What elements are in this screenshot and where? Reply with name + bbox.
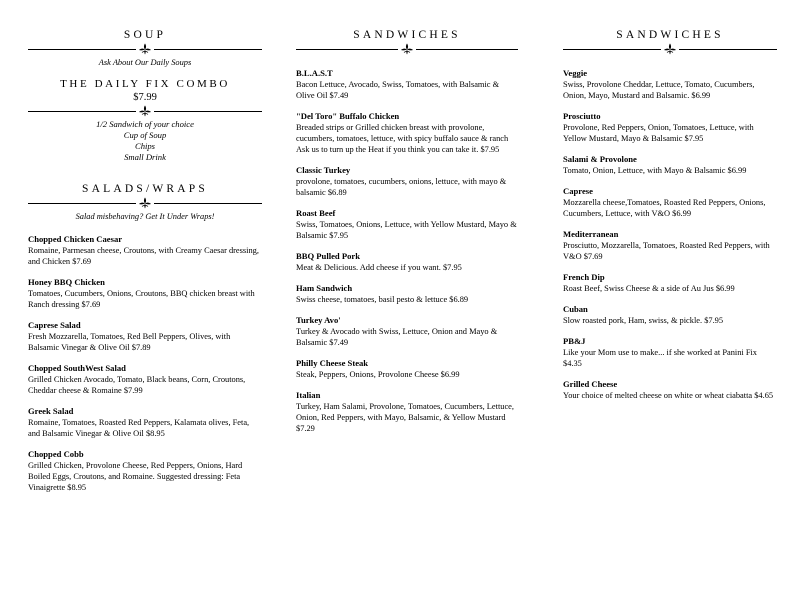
item-description: Roast Beef, Swiss Cheese & a side of Au Jus $6.99 (563, 284, 735, 293)
section-divider (296, 43, 518, 55)
section-divider (28, 197, 262, 209)
menu-item (296, 208, 518, 241)
item-description: Swiss, Tomatoes, Onions, Lettuce, with Yellow Mustard, Mayo & Balsamic $7.95 (296, 220, 517, 240)
item-name: Italian (296, 390, 321, 400)
item-name: Greek Salad (28, 406, 74, 416)
sandwiches-list (563, 68, 777, 401)
column-sandwiches-1 (296, 28, 518, 444)
item-name: Honey BBQ Chicken (28, 277, 105, 287)
item-description: Slow roasted pork, Ham, swiss, & pickle. $7.95 (563, 316, 724, 325)
column-soup-salads (28, 28, 262, 503)
combo-lines (28, 119, 262, 163)
item-name: Mediterranean (563, 229, 619, 239)
item-description: Romaine, Tomatoes, Roasted Red Peppers, Kalamata olives, Feta, and Balsamic Vinegar & Olive Oil $8.95 (28, 418, 250, 438)
item-name: French Dip (563, 272, 605, 282)
sandwiches-list (296, 68, 518, 434)
item-name: "Del Toro" Buffalo Chicken (296, 111, 400, 121)
item-description: Provolone, Red Peppers, Onion, Tomatoes, Lettuce, with Yellow Mustard, Mayo & Balsamic $7.95 (563, 123, 754, 143)
item-name: Chopped Chicken Caesar (28, 234, 123, 244)
column-sandwiches-2 (563, 28, 777, 411)
menu-item (563, 68, 777, 101)
salads-note: Salad misbehaving? Get It Under Wraps! (75, 212, 215, 221)
item-description: Breaded strips or Grilled chicken breast with provolone, cucumbers, tomatoes, lettuce, with spicy buffalo sauce & ranch (296, 123, 509, 143)
item-description: Tomato, Onion, Lettuce, with Mayo & Balsamic $6.99 (563, 166, 747, 175)
item-description: Fresh Mozzarella, Tomatoes, Red Bell Peppers, Olives, with Balsamic Vinegar & Olive Oil $7.89 (28, 332, 231, 352)
combo-price: $7.99 (133, 92, 157, 103)
item-description: Grilled Chicken, Provolone Cheese, Red Peppers, Onions, Hard Boiled Eggs, Croutons, and Romaine. Suggested dressing: Feta Vinaigrette $8.95 (28, 461, 243, 492)
item-name: Salami & Provolone (563, 154, 637, 164)
fleur-ornament-icon (138, 105, 152, 117)
menu-item (296, 315, 518, 348)
item-description: provolone, tomatoes, cucumbers, onions, lettuce, with mayo & balsamic $6.89 (296, 177, 507, 197)
salads-list (28, 234, 262, 493)
menu-item (563, 229, 777, 262)
menu-item (563, 272, 777, 294)
sandwiches-title: SANDWICHES (353, 29, 461, 41)
item-name: Classic Turkey (296, 165, 351, 175)
menu-item (563, 111, 777, 144)
item-description: Swiss, Provolone Cheddar, Lettuce, Tomato, Cucumbers, Onion, Mayo, Mustard and Balsamic. $6.99 (563, 80, 755, 100)
item-name: PB&J (563, 336, 586, 346)
item-name: Chopped Cobb (28, 449, 84, 459)
menu-item (296, 68, 518, 101)
item-description: Steak, Peppers, Onions, Provolone Cheese $6.99 (296, 370, 460, 379)
item-description-note: Ask us to turn up the Heat if you think you can take it. $7.95 (296, 145, 500, 154)
menu-item (296, 165, 518, 198)
item-description: Turkey, Ham Salami, Provolone, Tomatoes, Cucumbers, Lettuce, Onion, Red Peppers, with Mayo, Balsamic, & Yellow Mustard $7.29 (296, 402, 514, 433)
menu-item (296, 283, 518, 305)
item-description: Your choice of melted cheese on white or wheat ciabatta $4.65 (563, 391, 774, 400)
item-name: B.L.A.S.T (296, 68, 333, 78)
menu-item (296, 111, 518, 155)
fleur-ornament-icon (663, 43, 677, 55)
item-name: Chopped SouthWest Salad (28, 363, 126, 373)
item-name: Roast Beef (296, 208, 336, 218)
item-name: Caprese (563, 186, 593, 196)
item-name: Caprese Salad (28, 320, 81, 330)
menu-item (563, 379, 777, 401)
menu-item (563, 336, 777, 369)
menu-item (296, 251, 518, 273)
soup-title: SOUP (123, 29, 167, 41)
item-name: Veggie (563, 68, 588, 78)
combo-line: Small Drink (124, 152, 166, 162)
item-name: Turkey Avo' (296, 315, 341, 325)
item-description: Swiss cheese, tomatoes, basil pesto & lettuce $6.89 (296, 295, 469, 304)
soup-note: Ask About Our Daily Soups (98, 58, 192, 67)
menu-item (28, 277, 262, 310)
item-description: Romaine, Parmesan cheese, Croutons, with Creamy Caesar dressing, and Chicken $7.69 (28, 246, 259, 266)
item-description: Turkey & Avocado with Swiss, Lettuce, Onion and Mayo & Balsamic $7.49 (296, 327, 498, 347)
item-description: Like your Mom use to make... if she worked at Panini Fix $4.35 (563, 348, 757, 368)
item-name: Cuban (563, 304, 588, 314)
salads-title: SALADS/WRAPS (82, 183, 208, 195)
menu-item (28, 363, 262, 396)
fleur-ornament-icon (138, 43, 152, 55)
item-description: Bacon Lettuce, Avocado, Swiss, Tomatoes, with Balsamic & Olive Oil $7.49 (296, 80, 500, 100)
combo-line: Chips (134, 141, 156, 151)
item-name: Grilled Cheese (563, 379, 618, 389)
menu-item (563, 304, 777, 326)
item-name: BBQ Pulled Pork (296, 251, 360, 261)
menu-item (296, 358, 518, 380)
item-name: Philly Cheese Steak (296, 358, 369, 368)
item-description: Tomatoes, Cucumbers, Onions, Croutons, BBQ chicken breast with Ranch dressing $7.69 (28, 289, 255, 309)
item-description: Mozzarella cheese,Tomatoes, Roasted Red Peppers, Onions, Cucumbers, Lettuce, with V&O $6.99 (563, 198, 766, 218)
fleur-ornament-icon (138, 197, 152, 209)
item-description: Grilled Chicken Avocado, Tomato, Black beans, Corn, Croutons, Cheddar cheese & Romaine $7.99 (28, 375, 246, 395)
menu-item (296, 390, 518, 434)
item-description: Prosciutto, Mozzarella, Tomatoes, Roasted Red Peppers, with V&O $7.69 (563, 241, 770, 261)
menu-item (563, 154, 777, 176)
combo-line: Cup of Soup (123, 130, 167, 140)
menu-item (563, 186, 777, 219)
menu-item (28, 449, 262, 493)
menu-item (28, 320, 262, 353)
item-description: Meat & Delicious. Add cheese if you want. $7.95 (296, 263, 462, 272)
section-divider (28, 105, 262, 117)
item-name: Prosciutto (563, 111, 601, 121)
sandwiches-title: SANDWICHES (616, 29, 724, 41)
menu-item (28, 234, 262, 267)
combo-line: 1/2 Sandwich of your choice (96, 119, 194, 129)
menu-item (28, 406, 262, 439)
fleur-ornament-icon (400, 43, 414, 55)
combo-title: THE DAILY FIX COMBO (60, 78, 230, 90)
item-name: Ham Sandwich (296, 283, 353, 293)
section-divider (563, 43, 777, 55)
section-divider (28, 43, 262, 55)
